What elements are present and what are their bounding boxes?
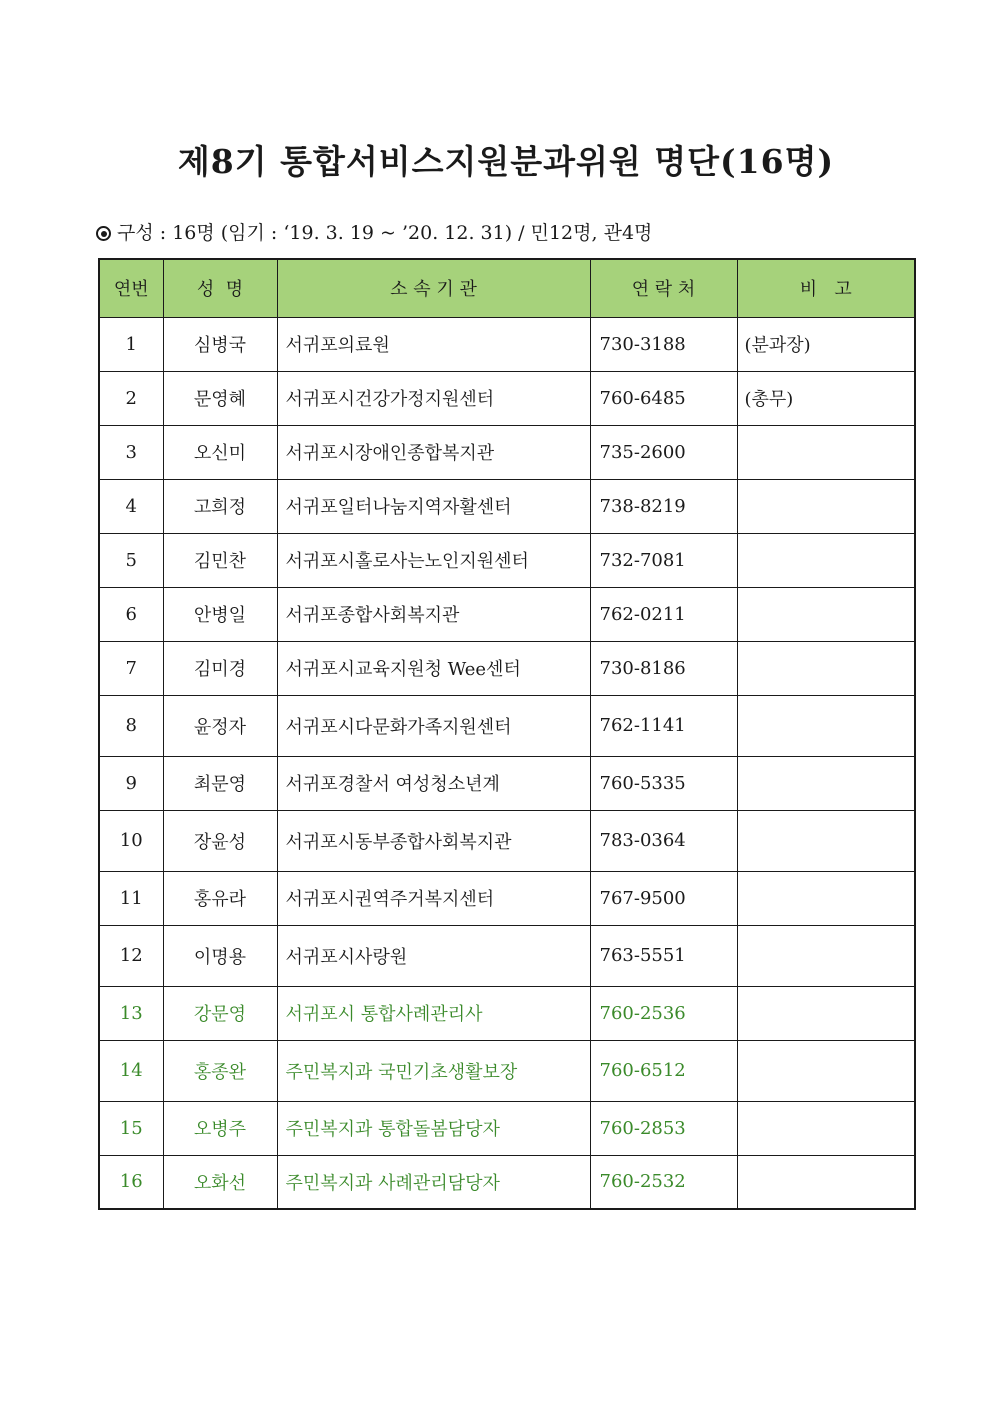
cell-org: 서귀포시다문화가족지원센터 xyxy=(277,695,590,756)
cell-phone: 760-5335 xyxy=(590,756,737,810)
cell-phone: 735-2600 xyxy=(590,425,737,479)
cell-note xyxy=(737,587,915,641)
cell-org: 서귀포시건강가정지원센터 xyxy=(277,371,590,425)
page-title: 제8기 통합서비스지원분과위원 명단(16명) xyxy=(177,142,835,181)
table-row xyxy=(99,587,915,641)
table-header-row xyxy=(99,259,915,317)
header-phone: 연 락 처 xyxy=(590,259,737,317)
table-row xyxy=(99,1101,915,1155)
cell-name: 장윤성 xyxy=(163,810,277,871)
cell-name: 김민찬 xyxy=(163,533,277,587)
cell-note xyxy=(737,871,915,925)
cell-note xyxy=(737,810,915,871)
cell-org: 서귀포일터나눔지역자활센터 xyxy=(277,479,590,533)
table-row xyxy=(99,871,915,925)
composition-text: 구성 : 16명 (임기 : ‘19. 3. 19 ~ ’20. 12. 31) / 민12명, 관4명 xyxy=(117,222,653,244)
cell-org: 서귀포의료원 xyxy=(277,317,590,371)
cell-name: 오신미 xyxy=(163,425,277,479)
cell-phone: 783-0364 xyxy=(590,810,737,871)
cell-note xyxy=(737,533,915,587)
cell-name: 오병주 xyxy=(163,1101,277,1155)
cell-note xyxy=(737,1155,915,1209)
table-row xyxy=(99,986,915,1040)
cell-note xyxy=(737,641,915,695)
cell-org: 서귀포시장애인종합복지관 xyxy=(277,425,590,479)
cell-org: 주민복지과 국민기초생활보장 xyxy=(277,1040,590,1101)
table-row xyxy=(99,925,915,986)
cell-org: 서귀포시동부종합사회복지관 xyxy=(277,810,590,871)
table-row xyxy=(99,1040,915,1101)
cell-phone: 760-2853 xyxy=(590,1101,737,1155)
cell-num: 15 xyxy=(99,1101,163,1155)
cell-num: 3 xyxy=(99,425,163,479)
cell-num: 2 xyxy=(99,371,163,425)
cell-name: 윤정자 xyxy=(163,695,277,756)
header-note: 비 고 xyxy=(737,259,915,317)
cell-name: 최문영 xyxy=(163,756,277,810)
cell-name: 오화선 xyxy=(163,1155,277,1209)
cell-phone: 730-3188 xyxy=(590,317,737,371)
cell-org: 서귀포시사랑원 xyxy=(277,925,590,986)
cell-num: 4 xyxy=(99,479,163,533)
cell-num: 6 xyxy=(99,587,163,641)
cell-phone: 732-7081 xyxy=(590,533,737,587)
cell-org: 서귀포시 통합사례관리사 xyxy=(277,986,590,1040)
table-row xyxy=(99,810,915,871)
cell-note xyxy=(737,695,915,756)
header-num: 연번 xyxy=(99,259,163,317)
cell-num: 16 xyxy=(99,1155,163,1209)
cell-phone: 738-8219 xyxy=(590,479,737,533)
cell-note xyxy=(737,756,915,810)
header-org: 소 속 기 관 xyxy=(277,259,590,317)
cell-phone: 760-2536 xyxy=(590,986,737,1040)
table-row xyxy=(99,479,915,533)
table-row xyxy=(99,317,915,371)
cell-name: 심병국 xyxy=(163,317,277,371)
cell-phone: 760-6512 xyxy=(590,1040,737,1101)
composition-line xyxy=(96,218,652,245)
cell-note xyxy=(737,925,915,986)
cell-phone: 760-6485 xyxy=(590,371,737,425)
cell-org: 서귀포종합사회복지관 xyxy=(277,587,590,641)
cell-org: 서귀포경찰서 여성청소년계 xyxy=(277,756,590,810)
cell-note xyxy=(737,986,915,1040)
cell-note: (분과장) xyxy=(737,317,915,371)
cell-name: 이명용 xyxy=(163,925,277,986)
cell-name: 고희정 xyxy=(163,479,277,533)
cell-name: 김미경 xyxy=(163,641,277,695)
cell-num: 8 xyxy=(99,695,163,756)
cell-phone: 762-0211 xyxy=(590,587,737,641)
cell-note xyxy=(737,1101,915,1155)
cell-org: 서귀포시홀로사는노인지원센터 xyxy=(277,533,590,587)
header-name: 성 명 xyxy=(163,259,277,317)
table-row xyxy=(99,371,915,425)
radio-bullet-icon xyxy=(96,226,111,241)
cell-note xyxy=(737,1040,915,1101)
cell-num: 14 xyxy=(99,1040,163,1101)
table-row xyxy=(99,425,915,479)
committee-roster-table xyxy=(98,258,916,1210)
table-row xyxy=(99,695,915,756)
cell-org: 서귀포시권역주거복지센터 xyxy=(277,871,590,925)
cell-num: 1 xyxy=(99,317,163,371)
cell-org: 주민복지과 통합돌봄담당자 xyxy=(277,1101,590,1155)
cell-num: 7 xyxy=(99,641,163,695)
cell-note: (총무) xyxy=(737,371,915,425)
cell-note xyxy=(737,425,915,479)
cell-name: 안병일 xyxy=(163,587,277,641)
table-row xyxy=(99,756,915,810)
cell-num: 11 xyxy=(99,871,163,925)
cell-num: 12 xyxy=(99,925,163,986)
cell-num: 9 xyxy=(99,756,163,810)
cell-phone: 762-1141 xyxy=(590,695,737,756)
cell-phone: 730-8186 xyxy=(590,641,737,695)
cell-name: 문영혜 xyxy=(163,371,277,425)
cell-phone: 767-9500 xyxy=(590,871,737,925)
cell-phone: 763-5551 xyxy=(590,925,737,986)
cell-name: 홍종완 xyxy=(163,1040,277,1101)
table-row xyxy=(99,641,915,695)
cell-num: 10 xyxy=(99,810,163,871)
cell-num: 5 xyxy=(99,533,163,587)
cell-num: 13 xyxy=(99,986,163,1040)
cell-note xyxy=(737,479,915,533)
table-row xyxy=(99,533,915,587)
cell-org: 주민복지과 사례관리담당자 xyxy=(277,1155,590,1209)
cell-org: 서귀포시교육지원청 Wee센터 xyxy=(277,641,590,695)
cell-name: 홍유라 xyxy=(163,871,277,925)
cell-name: 강문영 xyxy=(163,986,277,1040)
table-row xyxy=(99,1155,915,1209)
cell-phone: 760-2532 xyxy=(590,1155,737,1209)
